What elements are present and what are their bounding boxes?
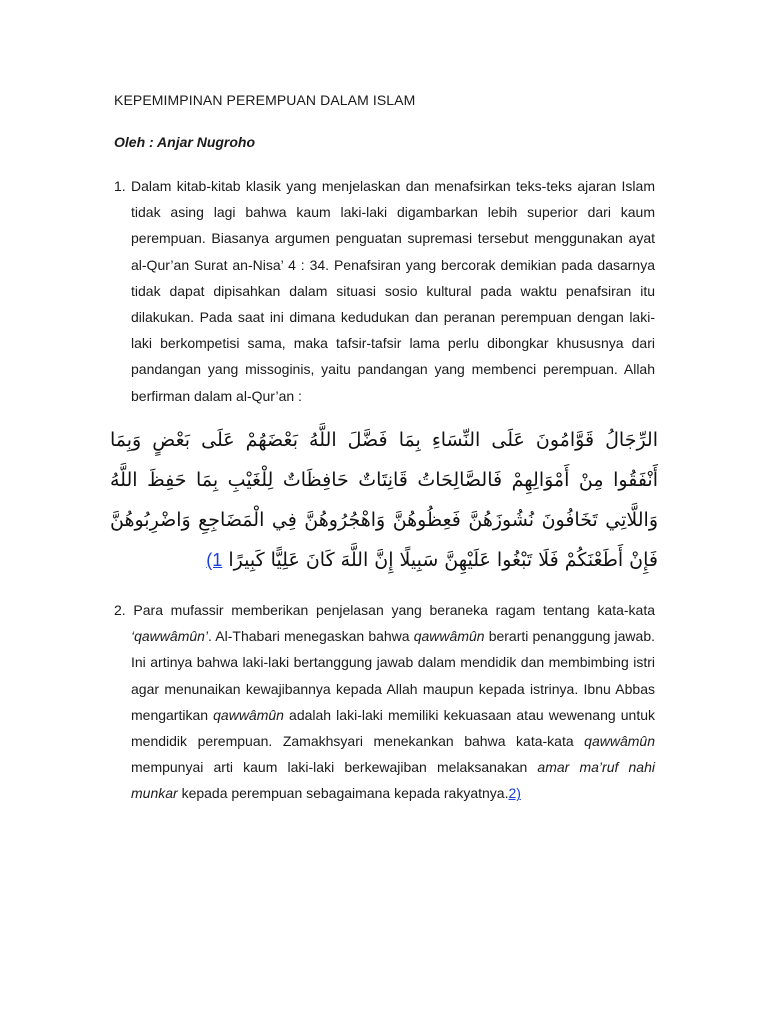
footnote-link-1[interactable]: (1	[206, 550, 223, 570]
term-qawwamun: qawwâmûn	[413, 628, 485, 645]
term-qawwamun-quoted: ‘qawwâmûn’	[131, 628, 209, 645]
footnote-link-2[interactable]: 2)	[508, 785, 521, 802]
quran-verse-text: الرِّجَالُ قَوَّامُونَ عَلَى النِّسَاءِ بِمَا فَضَّلَ اللَّهُ بَعْضَهُمْ عَلَى بَعْضٍ وَبِمَا أَنْفَقُوا مِنْ أَمْوَالِهِمْ فَالصَّالِحَاتُ قَانِتَاتٌ حَافِظَاتٌ لِلْغَيْبِ بِمَا حَفِظَ اللَّهُ وَاللَّاتِي تَخَافُونَ نُشُوزَهُنَّ فَعِظُوهُنَّ وَاهْجُرُوهُنَّ فِي الْمَضَاجِعِ وَاضْرِبُوهُنَّ فَإِنْ أَطَعْنَكُمْ فَلَا تَبْغُوا عَلَيْهِنَّ سَبِيلًا إِنَّ اللَّهَ كَانَ عَلِيًّا كَبِيرًا	[110, 429, 658, 571]
document-title: KEPEMIMPINAN PEREMPUAN DALAM ISLAM	[114, 92, 416, 108]
paragraph-1-number: 1.	[114, 178, 126, 194]
paragraph-2-number: 2.	[114, 602, 126, 618]
term-qawwamun: qawwâmûn	[584, 733, 655, 750]
paragraph-1-text: 1. Dalam kitab-kitab klasik yang menjelaskan dan menafsirkan teks-teks ajaran Islam tidak asing lagi bahwa kaum laki-laki digambarkan lebih superior dari kaum perempuan. Biasanya argumen penguatan supremasi tersebut menggunakan ayat al-Qur’an Surat an-Nisa’ 4 : 34. Penafsiran yang bercorak demikian pada dasarnya tidak dapat dipisahkan dalam situasi sosio kultural pada waktu penafsiran itu dilakukan. Pada saat ini dimana kedudukan dan peranan perempuan dengan laki-laki berkompetisi sama, maka tafsir-tafsir lama perlu dibongkar khususnya dari pandangan yang missoginis, yaitu pandangan yang membenci perempuan. Allah berfirman dalam al-Qur’an :	[114, 178, 655, 404]
paragraph-2-text: 2. Para mufassir memberikan penjelasan yang beraneka ragam tentang kata-kata ‘qawwâmûn’. Al-Thabari menegaskan bahwa qawwâmûn berarti penanggung jawab. Ini artinya bahwa laki-laki bertanggung jawab dalam mendidik dan membimbing istri agar menunaikan kewajibannya kepada Allah maupun kepada istrinya. Ibnu Abbas mengartikan qawwâmûn adalah laki-laki memiliki kekuasaan atau wewenang untuk mendidik perempuan. Zamakhsyari menekankan bahwa kata-kata qawwâmûn mempunyai arti kaum laki-laki berkewajiban melaksanakan amar ma’ruf nahi munkar kepada perempuan sebagaimana kepada rakyatnya.2)	[114, 602, 656, 802]
term-amar-maruf: amar ma’ruf nahi munkar	[131, 759, 655, 802]
paragraph-2	[114, 597, 655, 807]
paragraph-1	[114, 173, 655, 409]
author-line: Oleh : Anjar Nugroho	[114, 134, 256, 150]
quran-verse	[110, 420, 658, 580]
term-qawwamun: qawwâmûn	[213, 706, 284, 723]
